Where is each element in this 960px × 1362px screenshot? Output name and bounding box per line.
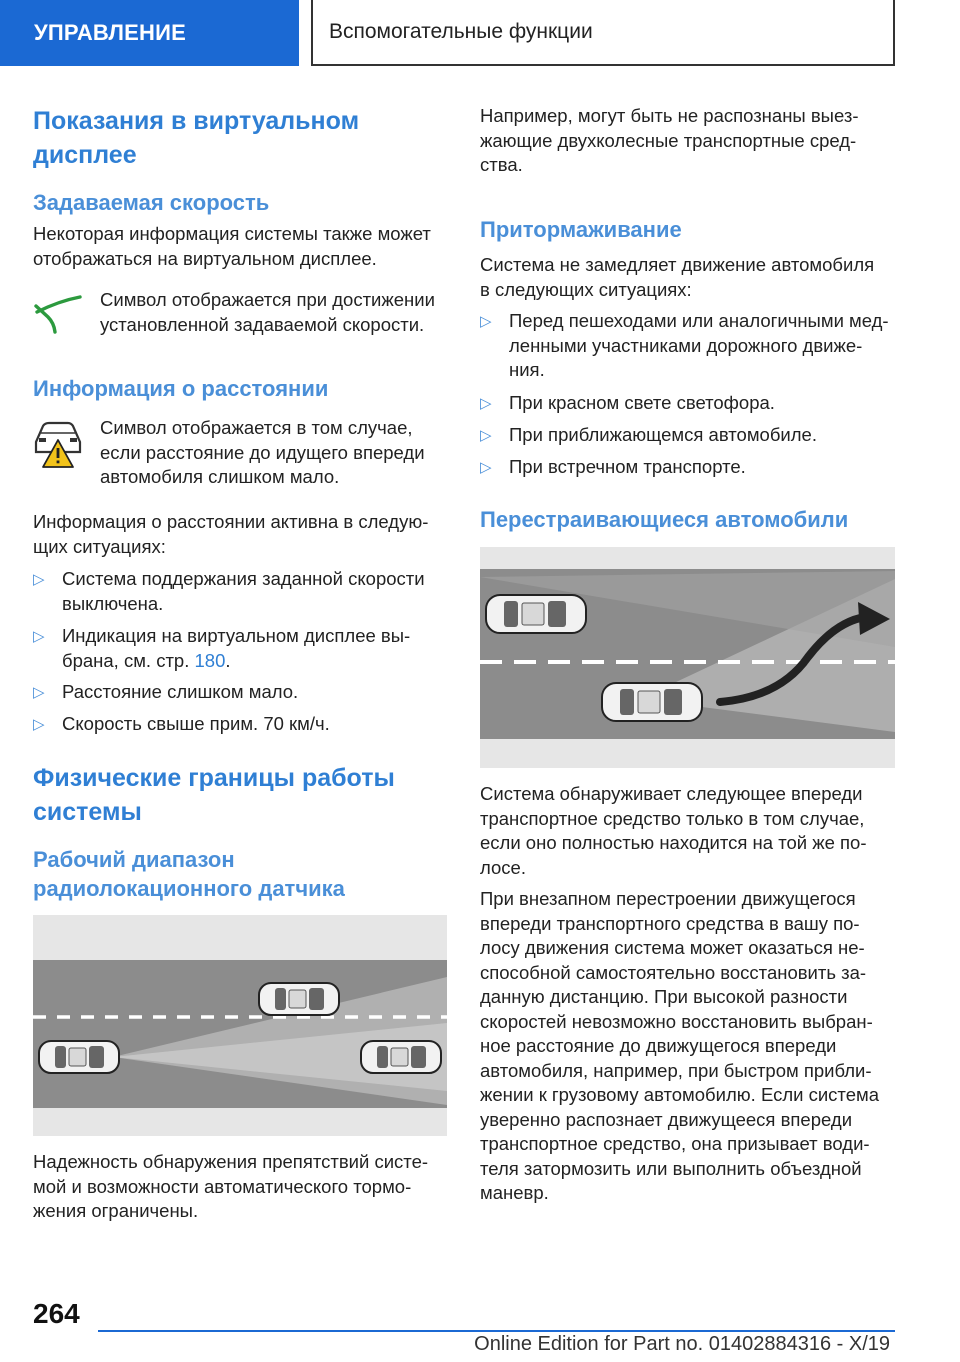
- page-number: 264: [33, 1298, 80, 1329]
- list-bullet-icon: ▷: [33, 716, 45, 733]
- paragraph-braking: Система не замедляет движение автомобиля в следующих ситуациях:: [480, 254, 875, 300]
- own-car: [39, 1041, 119, 1073]
- page-reference-link[interactable]: 180: [194, 649, 226, 671]
- heading-braking: Притормаживание: [480, 217, 682, 242]
- list-item: ▷ Индикация на виртуальном дисплее вы- брана, см. стр. 180.: [33, 625, 411, 671]
- heading-distance-info: Информация о расстоянии: [33, 376, 329, 401]
- cut-in-illustration: [480, 547, 895, 768]
- list-item: ▷ Перед пешеходами или аналогичными мед- ленными участниками дорожного движе- ния.: [480, 310, 889, 380]
- car-ahead-right: [361, 1041, 441, 1073]
- list-bullet-icon: ▷: [480, 395, 492, 412]
- paragraph-cut-in-1: Система обнаруживает следующее впереди транспортное средство только в том случае, если оно полностью находится на той же по- лосе.: [480, 783, 867, 878]
- heading-set-speed: Задаваемая скорость: [33, 190, 270, 215]
- section-tab: УПРАВЛЕНИЕ: [0, 0, 299, 66]
- list-bullet-icon: ▷: [33, 628, 45, 645]
- paragraph-distance-active: Информация о расстоянии активна в следую- щих ситуациях:: [33, 511, 429, 557]
- edition-footer: Online Edition for Part no. 01402884316 - X/19: [474, 1333, 890, 1355]
- list-bullet-icon: ▷: [33, 684, 45, 701]
- car-ahead-top: [259, 983, 339, 1015]
- list-item: ▷ При приближающемся автомобиле.: [480, 423, 898, 448]
- paragraph-radar-range: Надежность обнаружения препятствий систе- мой и возможности автоматического тормо- жения ограничены.: [33, 1151, 429, 1221]
- list-bullet-icon: ▷: [480, 459, 492, 476]
- heading-system-limits: Физические границы работы системы: [33, 764, 395, 826]
- list-bullet-icon: ▷: [480, 427, 492, 444]
- set-speed-icon: [33, 290, 83, 340]
- list-item: ▷ При красном свете светофора.: [480, 391, 898, 416]
- list-bullet-icon: ▷: [33, 571, 45, 588]
- list-item: ▷ Скорость свыше прим. 70 км/ч.: [33, 712, 451, 737]
- heading-virtual-display: Показания в виртуальном дисплее: [33, 107, 360, 169]
- heading-cut-in-vehicles: Перестраивающиеся автомобили: [480, 507, 849, 532]
- page-header: [0, 0, 960, 66]
- list-item: ▷ При встречном транспорте.: [480, 455, 898, 480]
- footer-divider: [98, 1330, 895, 1332]
- radar-range-illustration: [33, 915, 447, 1136]
- set-speed-icon-description: Символ отображается при достижении установленной задаваемой скорости.: [100, 289, 435, 335]
- distance-warning-icon: [33, 420, 83, 470]
- list-item: ▷ Система поддержания заданной скорости выключена.: [33, 568, 425, 614]
- chapter-title: Вспомогательные функции: [311, 0, 895, 66]
- paragraph-set-speed: Некоторая информация системы также может отображаться на виртуальном дисплее.: [33, 223, 431, 269]
- distance-icon-description: Символ отображается в том случае, если расстояние до идущего впереди автомобиля слишком мало.: [100, 417, 425, 487]
- car-cutting-in: [486, 595, 586, 633]
- list-bullet-icon: ▷: [480, 313, 492, 330]
- heading-radar-range: Рабочий диапазон радиолокационного датчика: [33, 847, 345, 901]
- paragraph-two-wheelers: Например, могут быть не распознаны выез- жающие двухколесные транспортные сред- ства.: [480, 105, 859, 175]
- own-car: [602, 683, 702, 721]
- list-item: ▷ Расстояние слишком мало.: [33, 680, 451, 705]
- paragraph-cut-in-2: При внезапном перестроении движущегося впереди транспортного средства в вашу по- лосу движения система может оказаться не- способной самостоятельно восстановить за- данную дистанцию. При высокой разности скоростей невозможно восстановить выбран- ное расстояние до движущегося впереди автомобиля, например, при быстром прибли- жении к грузовому автомобилю. Если система уверенно распознает движущееся впереди транспортное средство, она призывает води- теля затормозить или выполнить объездной маневр.: [480, 888, 879, 1203]
